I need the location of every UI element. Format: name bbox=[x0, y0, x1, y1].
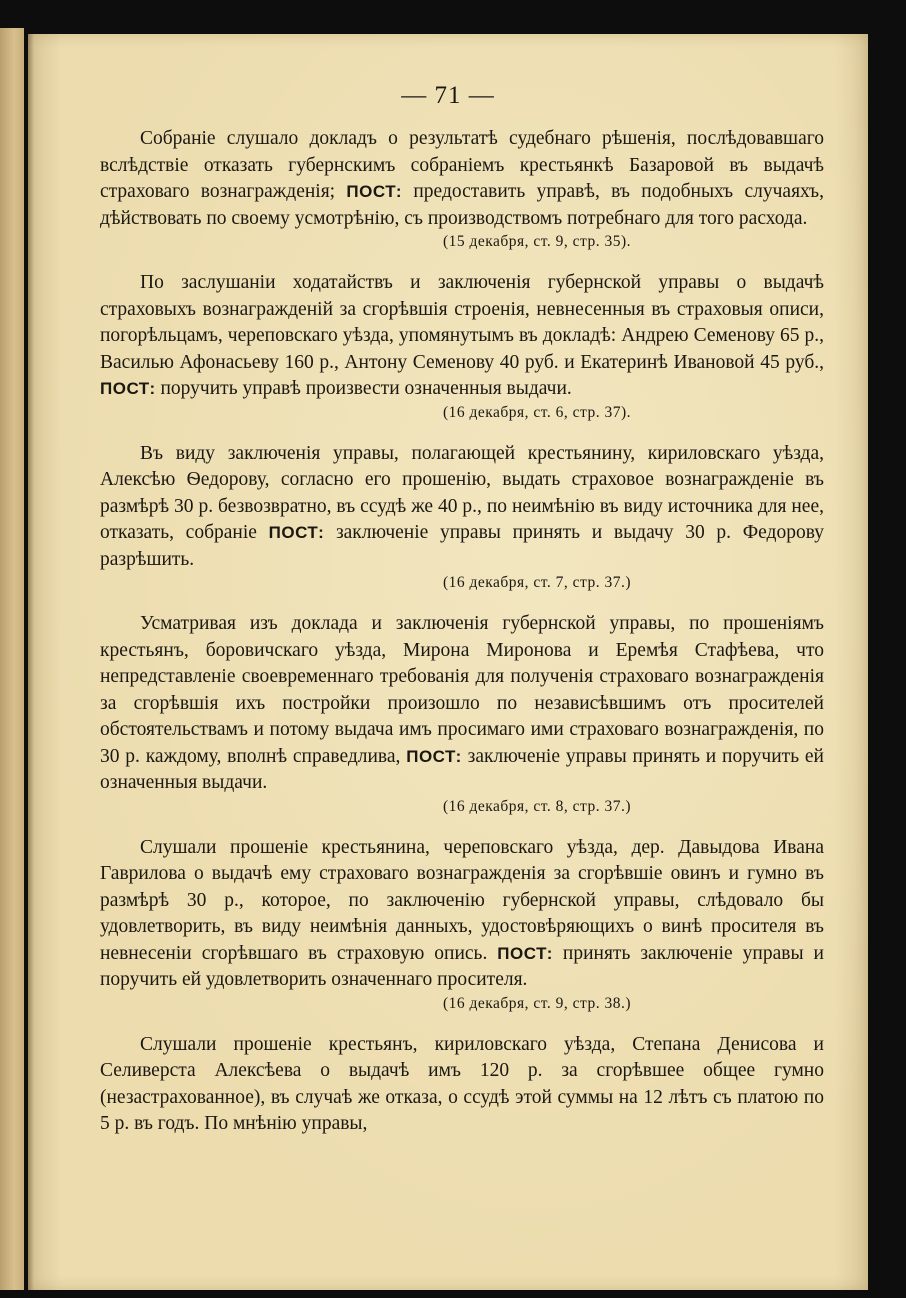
paragraph-5 bbox=[100, 835, 824, 994]
paragraph-1 bbox=[100, 126, 824, 232]
paragraph-text: Усматривая изъ доклада и заключенія губернской управы, по прошеніямъ крестьянъ, боровичскаго уѣзда, Мирона Миронова и Еремѣя Стафѣева, что непредставленіе своевременнаго требованія для полученія страховаго вознагражденія за сгорѣвшія ихъ постройки произошло по независѣвшимъ отъ просителей обстоятельствамъ и потому выдача имъ просимаго ими страховаго вознагражденія, по 30 р. каждому, вполнѣ справедлива, bbox=[100, 613, 824, 767]
paragraph-text: Въ виду заключенія управы, полагающей крестьянину, кириловскаго уѣзда, Алексѣю Ѳедорову, согласно его прошенію, выдать страховое вознагражденіе въ размѣрѣ 30 р. безвозвратно, въ ссудѣ же 40 р., по неимѣнію въ виду источника для нее, отказать, собраніе bbox=[100, 442, 824, 543]
paragraph-text: предоставить управѣ, въ подобныхъ случаяхъ, дѣйствовать по своему усмотрѣнію, съ производствомъ потребнаго для того расхода. bbox=[100, 181, 824, 229]
citation: (16 декабря, ст. 6, стр. 37). bbox=[442, 403, 632, 421]
page-number: — 71 — bbox=[401, 82, 495, 109]
paragraph-text: По заслушаніи ходатайствъ и заключенія губернской управы о выдачѣ страховыхъ вознагражденій за сгорѣвшія строенія, невнесенныя въ страховыя описи, погорѣльцамъ, череповскаго уѣзда, упомянутымъ въ докладѣ: Андрею Семенову 65 р., Василью Афонасьеву 160 р., Антону Семенову 40 руб. и Екатеринѣ Ивановой 45 руб., bbox=[100, 272, 824, 373]
resolution-marker: ПОСТ: bbox=[406, 746, 462, 766]
paragraph-2 bbox=[100, 270, 824, 403]
resolution-marker: ПОСТ: bbox=[268, 523, 325, 542]
gutter-shadow bbox=[28, 34, 34, 1290]
paragraph-text: поручить управѣ произвести означенныя выдачи. bbox=[155, 378, 572, 399]
citation: (16 декабря, ст. 7, стр. 37.) bbox=[442, 574, 632, 591]
paragraph-text: Слушали прошеніе крестьянина, череповскаго уѣзда, дер. Давыдова Ивана Гаврилова о выдачѣ ему страховаго вознагражденія за сгорѣвшіе овинъ и гумно въ размѣрѣ 30 р., которое, по заключенію губернской управы, слѣдовало бы удовлетворить, въ виду неимѣнія данныхъ, удостовѣряющихъ о винѣ просителя въ невнесеніи сгорѣвшаго въ страховую опись. bbox=[100, 836, 824, 964]
resolution-marker: ПОСТ: bbox=[100, 379, 156, 398]
page-body bbox=[100, 126, 824, 1138]
paragraph-3 bbox=[100, 441, 824, 574]
resolution-marker: ПОСТ: bbox=[346, 182, 403, 201]
citation: (15 декабря, ст. 9, стр. 35). bbox=[442, 233, 632, 250]
previous-page-edge bbox=[0, 28, 24, 1290]
citation: (16 декабря, ст. 8, стр. 37.) bbox=[442, 797, 632, 815]
page bbox=[28, 34, 868, 1290]
paragraph-text: Собраніе слушало докладъ о результатѣ судебнаго рѣшенія, послѣдовавшаго вслѣдствіе отказать губернскимъ собраніемъ крестьянкѣ Базаровой въ выдачѣ страховаго вознагражденія; bbox=[100, 128, 824, 202]
paragraph-text: принять заключеніе управы и поручить ей удовлетворить означеннаго просителя. bbox=[100, 942, 824, 990]
paragraph-text: Слушали прошеніе крестьянъ, кириловскаго уѣзда, Степана Денисова и Селиверста Алексѣева о выдачѣ имъ 120 р. за сгорѣвшее общее гумно (незастрахованное), въ случаѣ же отказа, о ссудѣ этой суммы на 12 лѣтъ съ платою по 5 р. въ годъ. По мнѣнію управы, bbox=[100, 1033, 824, 1134]
paragraph-4 bbox=[100, 611, 824, 797]
paragraph-6 bbox=[100, 1032, 824, 1138]
paragraph-text: заключеніе управы принять и поручить ей означенныя выдачи. bbox=[100, 745, 824, 793]
paragraph-text: заключеніе управы принять и выдачу 30 р. Федорову разрѣшить. bbox=[100, 522, 824, 570]
citation: (16 декабря, ст. 9, стр. 38.) bbox=[442, 994, 632, 1012]
resolution-marker: ПОСТ: bbox=[497, 943, 553, 963]
